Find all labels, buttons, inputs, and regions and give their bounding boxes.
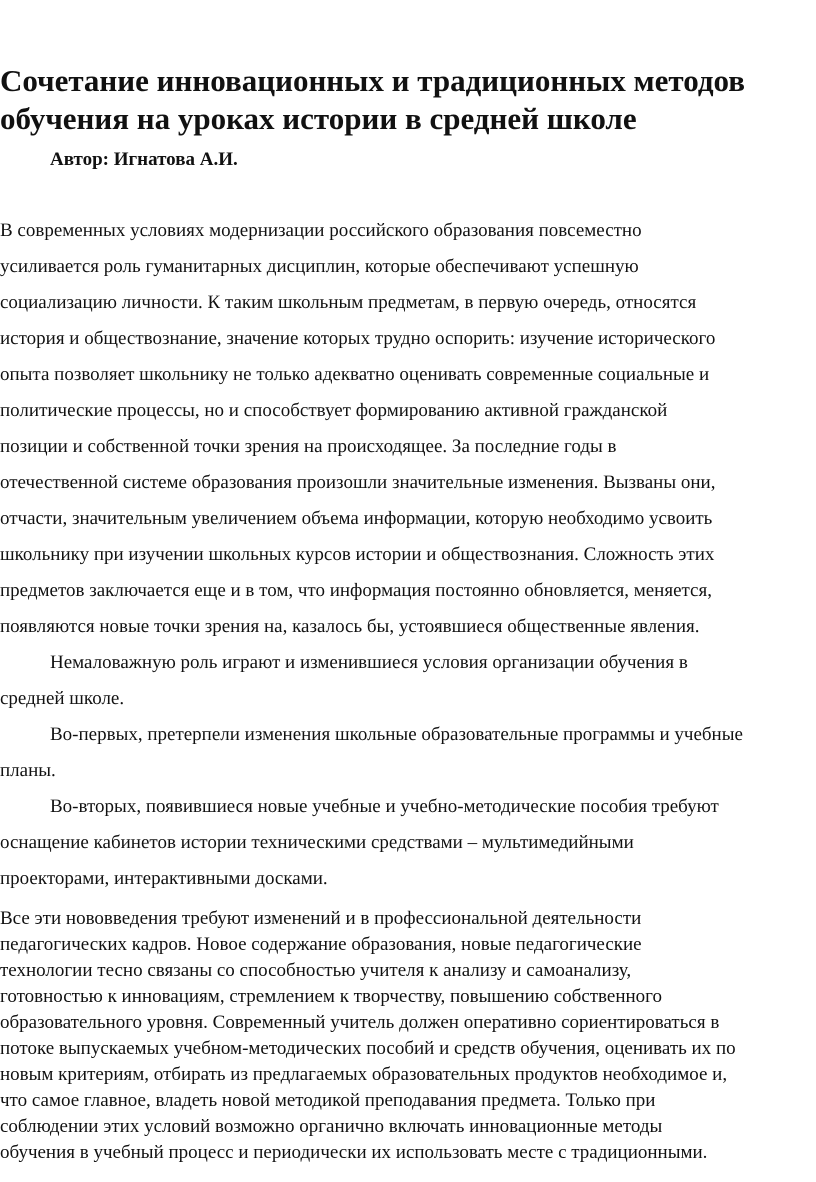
body-text-line: Во-первых, претерпели изменения школьные образовательные программы и учебные bbox=[50, 724, 743, 745]
body-text-line: позиции и собственной точки зрения на происходящее. За последние годы в bbox=[0, 436, 617, 457]
body-text-line: готовностью к инновациям, стремлением к творчеству, повышению собственного bbox=[0, 986, 663, 1007]
body-text-line: соблюдении этих условий возможно органично включать инновационные методы bbox=[0, 1116, 663, 1137]
body-text-line: политические процессы, но и способствует формированию активной гражданской bbox=[0, 400, 668, 421]
body-text-line: что самое главное, владеть новой методикой преподавания предмета. Только при bbox=[0, 1090, 656, 1111]
body-text-line: технологии тесно связаны со способностью учителя к анализу и самоанализу, bbox=[0, 960, 632, 981]
body-text-line: образовательного уровня. Современный учитель должен оперативно сориентироваться в bbox=[0, 1012, 720, 1033]
body-text-line: отчасти, значительным увеличением объема информации, которую необходимо усвоить bbox=[0, 508, 713, 529]
body-text-line: Во-вторых, появившиеся новые учебные и учебно-методические пособия требуют bbox=[50, 796, 719, 817]
author-line: Автор: Игнатова А.И. bbox=[50, 149, 238, 170]
article-title-line: обучения на уроках истории в средней школе bbox=[0, 101, 637, 136]
body-text-line: потоке выпускаемых учебном-методических пособий и средств обучения, оценивать их по bbox=[0, 1038, 736, 1059]
main-text-double-spaced bbox=[0, 213, 816, 897]
article-title bbox=[0, 62, 790, 138]
body-text-line: история и обществознание, значение которых трудно оспорить: изучение исторического bbox=[0, 328, 716, 349]
body-text-line: усиливается роль гуманитарных дисциплин, которые обеспечивают успешную bbox=[0, 256, 639, 277]
article-title-line: Сочетание инновационных и традиционных методов bbox=[0, 63, 745, 98]
body-text-line: оснащение кабинетов истории техническими средствами – мультимедийными bbox=[0, 832, 634, 853]
body-text-line: проекторами, интерактивными досками. bbox=[0, 868, 328, 889]
body-text-line: планы. bbox=[0, 760, 56, 781]
body-text-line: появляются новые точки зрения на, казалось бы, устоявшиеся общественные явления. bbox=[0, 616, 700, 637]
body-text-line: школьнику при изучении школьных курсов истории и обществознания. Сложность этих bbox=[0, 544, 715, 565]
body-text-line: новым критериям, отбирать из предлагаемых образовательных продуктов необходимое и, bbox=[0, 1064, 728, 1085]
body-text-line: опыта позволяет школьнику не только адекватно оценивать современные социальные и bbox=[0, 364, 710, 385]
body-text-line: предметов заключается еще и в том, что информация постоянно обновляется, меняется, bbox=[0, 580, 712, 601]
body-text-line: социализацию личности. К таким школьным предметам, в первую очередь, относятся bbox=[0, 292, 697, 313]
body-text-line: В современных условиях модернизации российского образования повсеместно bbox=[0, 220, 642, 241]
body-text-line: педагогических кадров. Новое содержание образования, новые педагогические bbox=[0, 934, 642, 955]
body-text-line: средней школе. bbox=[0, 688, 125, 709]
main-text-single-spaced bbox=[0, 906, 816, 1166]
body-text-line: отечественной системе образования произошли значительные изменения. Вызваны они, bbox=[0, 472, 716, 493]
body-text-line: обучения в учебный процесс и периодически их использовать месте с традиционными. bbox=[0, 1142, 708, 1163]
body-text-line: Немаловажную роль играют и изменившиеся условия организации обучения в bbox=[50, 652, 688, 673]
body-text-line: Все эти нововведения требуют изменений и в профессиональной деятельности bbox=[0, 908, 642, 929]
